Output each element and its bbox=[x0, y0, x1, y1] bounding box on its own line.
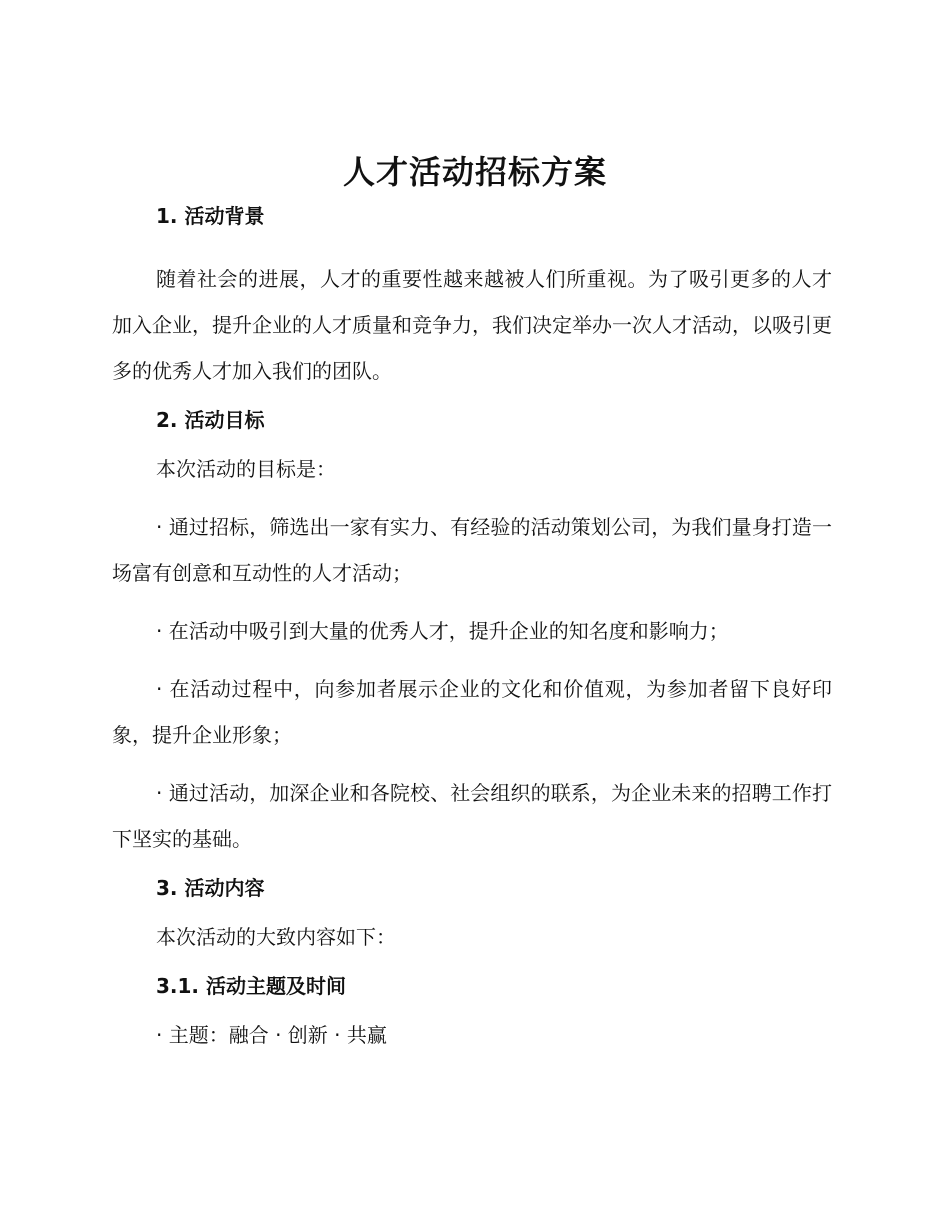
section-heading-goals: 2. 活动目标 bbox=[156, 408, 265, 432]
section-heading-content: 3. 活动内容 bbox=[156, 876, 265, 900]
subsection-heading-theme-time: 3.1. 活动主题及时间 bbox=[156, 974, 346, 998]
section-heading-background: 1. 活动背景 bbox=[156, 204, 265, 228]
theme-bullet: · 主题：融合 · 创新 · 共赢 bbox=[156, 1023, 387, 1047]
paragraph-content-intro: 本次活动的大致内容如下： bbox=[156, 925, 396, 949]
paragraph-goals-intro: 本次活动的目标是： bbox=[156, 457, 336, 481]
goal-bullet-3: · 在活动过程中，向参加者展示企业的文化和价值观，为参加者留下良好印象，提升企业形象； bbox=[112, 677, 832, 747]
goal-bullet-4: · 通过活动，加深企业和各院校、社会组织的联系，为企业未来的招聘工作打下坚实的基础。 bbox=[112, 781, 832, 851]
goal-bullet-2: · 在活动中吸引到大量的优秀人才，提升企业的知名度和影响力； bbox=[156, 619, 729, 643]
goal-bullet-1: · 通过招标，筛选出一家有实力、有经验的活动策划公司，为我们量身打造一场富有创意和互动性的人才活动； bbox=[112, 515, 832, 585]
document-title: 人才活动招标方案 bbox=[342, 153, 607, 191]
paragraph-background: 随着社会的进展，人才的重要性越来越被人们所重视。为了吸引更多的人才加入企业，提升企业的人才质量和竞争力，我们决定举办一次人才活动，以吸引更多的优秀人才加入我们的团队。 bbox=[112, 267, 832, 383]
document-body bbox=[112, 202, 832, 1058]
